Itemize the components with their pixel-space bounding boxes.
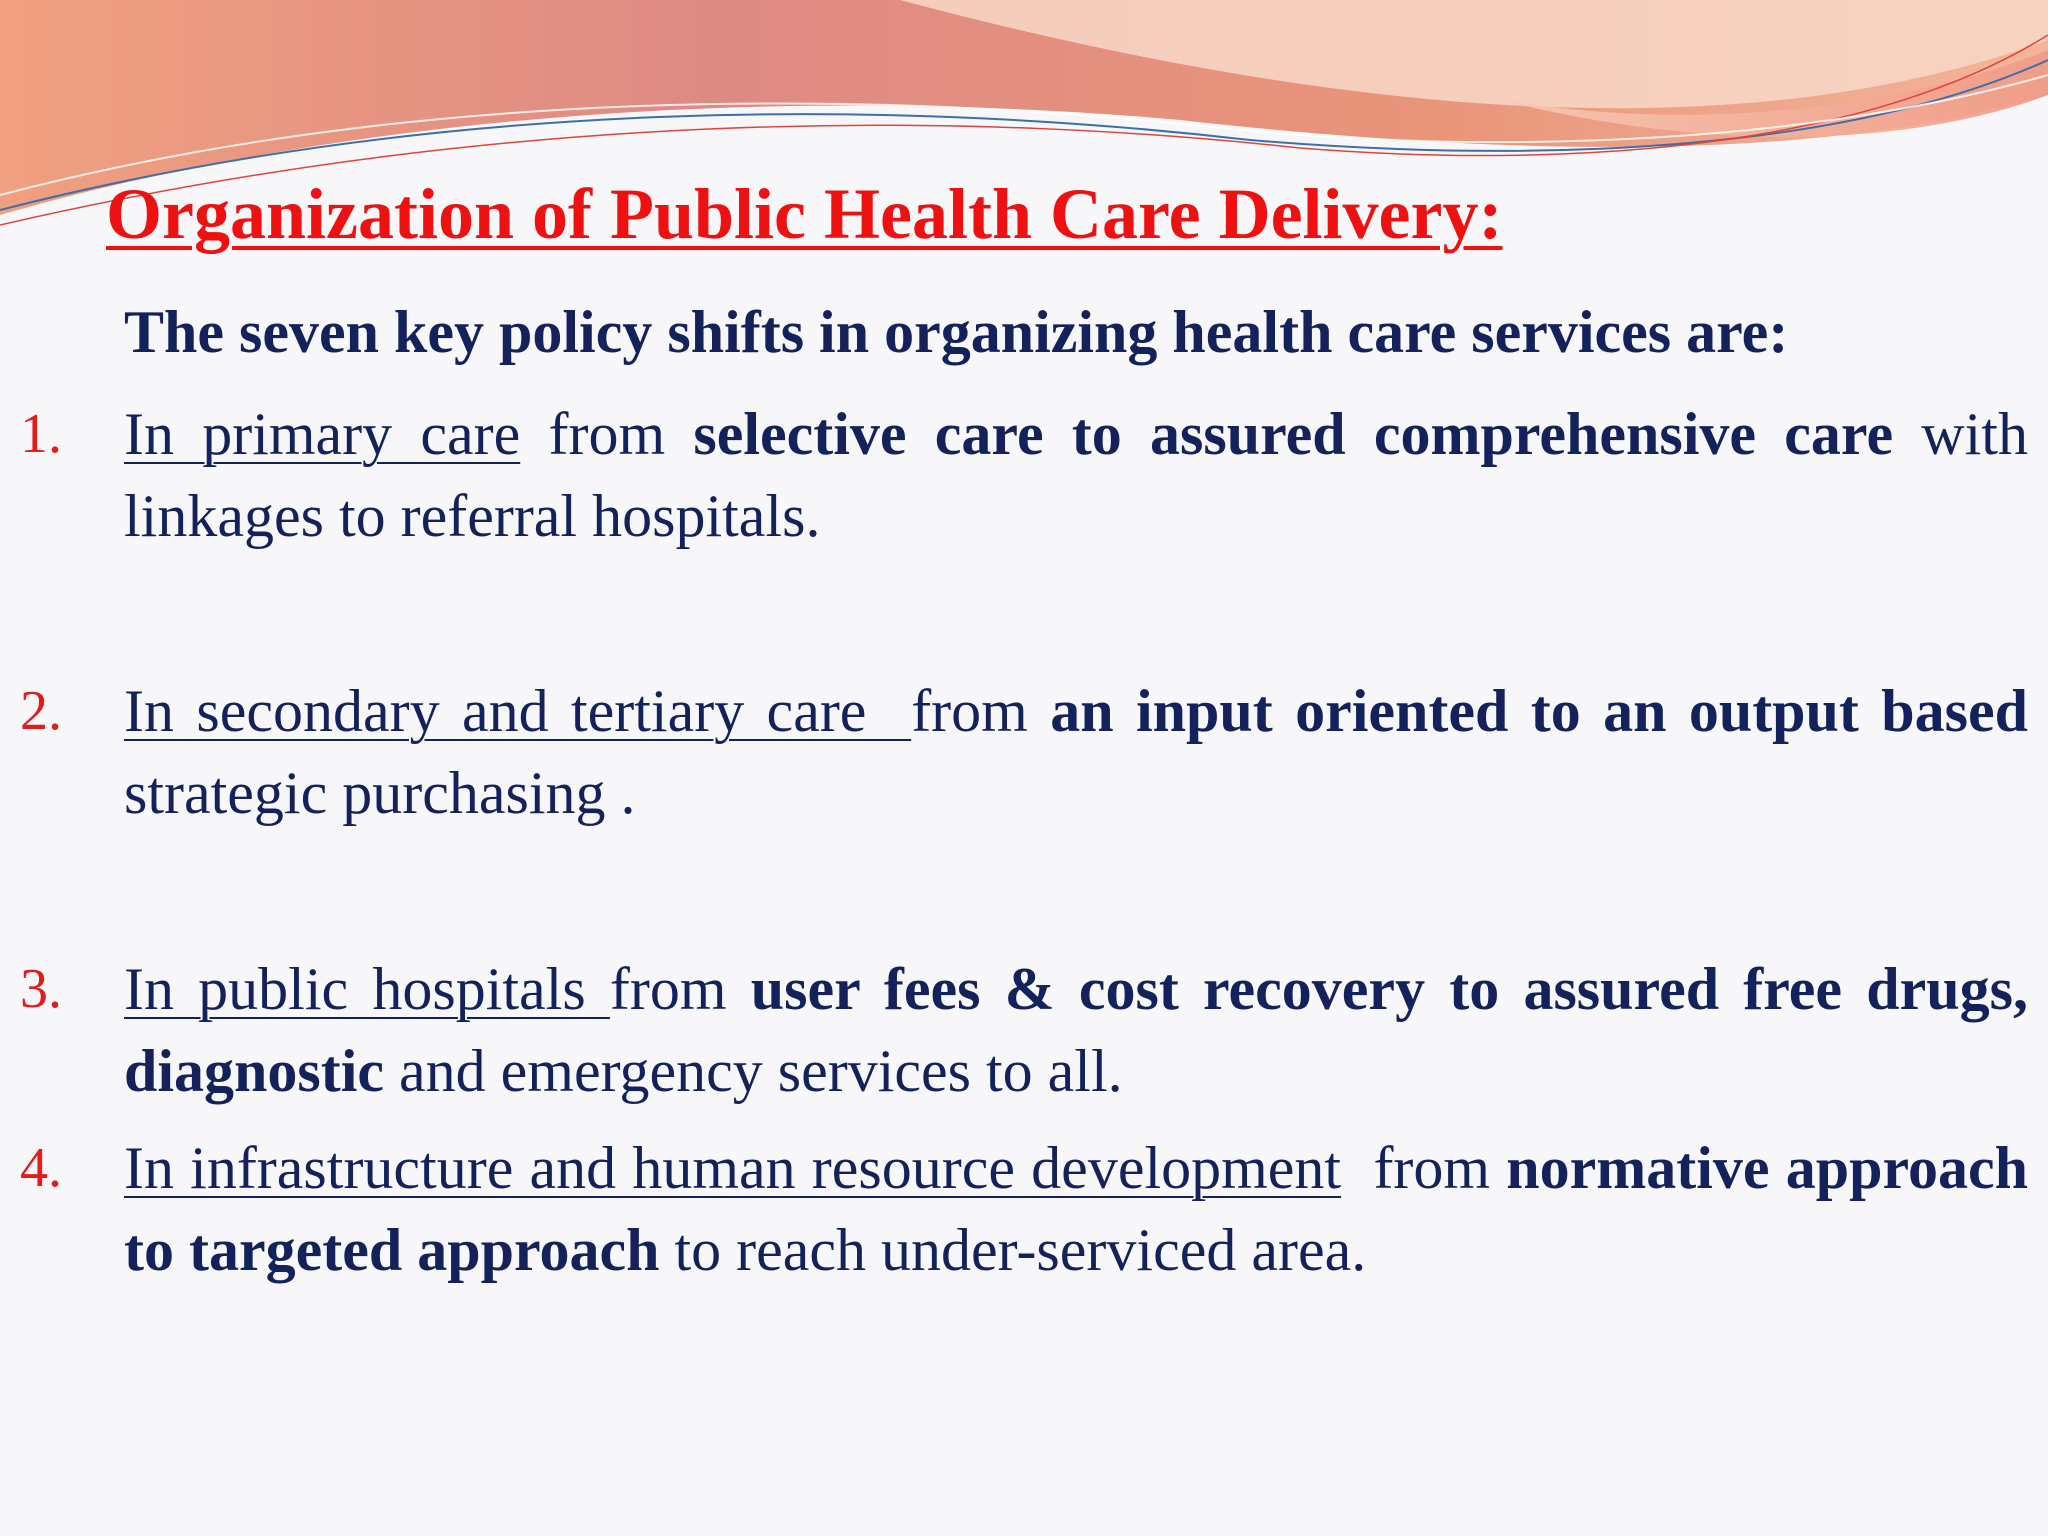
list-item-rest: and emergency services to all. [384, 1038, 1123, 1104]
list-item-connector: from [609, 956, 751, 1022]
list-item-emphasis: normative approach to targeted approach [124, 1135, 2028, 1283]
list-item-number: 3. [20, 958, 62, 1020]
list-item-emphasis: an input oriented to an output based [1050, 678, 2028, 744]
list-item-number: 2. [20, 680, 62, 742]
list-item-text [124, 948, 2028, 1112]
slide-subtitle: The seven key policy shifts in organizing health care services are: [124, 299, 1789, 365]
list-item-emphasis: selective care to assured comprehensive care [693, 401, 1894, 467]
list-item-connector: from [520, 401, 694, 467]
list-item-connector: from [1341, 1135, 1507, 1201]
list-item-text [124, 670, 2028, 834]
list-item-number: 1. [20, 403, 62, 465]
list-item-text [124, 393, 2028, 557]
list-item-text [124, 1127, 2028, 1291]
list-item-rest: with linkages to referral hospitals. [124, 401, 2028, 549]
list-item-connector: from [911, 678, 1051, 744]
list-item-topic: In public hospitals [124, 956, 610, 1022]
list-item-topic: In secondary and tertiary care [124, 678, 912, 744]
list-item-emphasis: user fees & cost recovery to assured free drugs, diagnostic [124, 956, 2028, 1104]
list-item-topic: In infrastructure and human resource development [124, 1135, 1342, 1201]
list-item-rest: strategic purchasing . [124, 760, 636, 826]
slide-title: Organization of Public Health Care Delivery: [106, 174, 1503, 254]
list-item-number: 4. [20, 1137, 62, 1199]
list-item-rest: to reach under-serviced area. [659, 1217, 1367, 1283]
list-item-topic: In primary care [124, 401, 521, 467]
